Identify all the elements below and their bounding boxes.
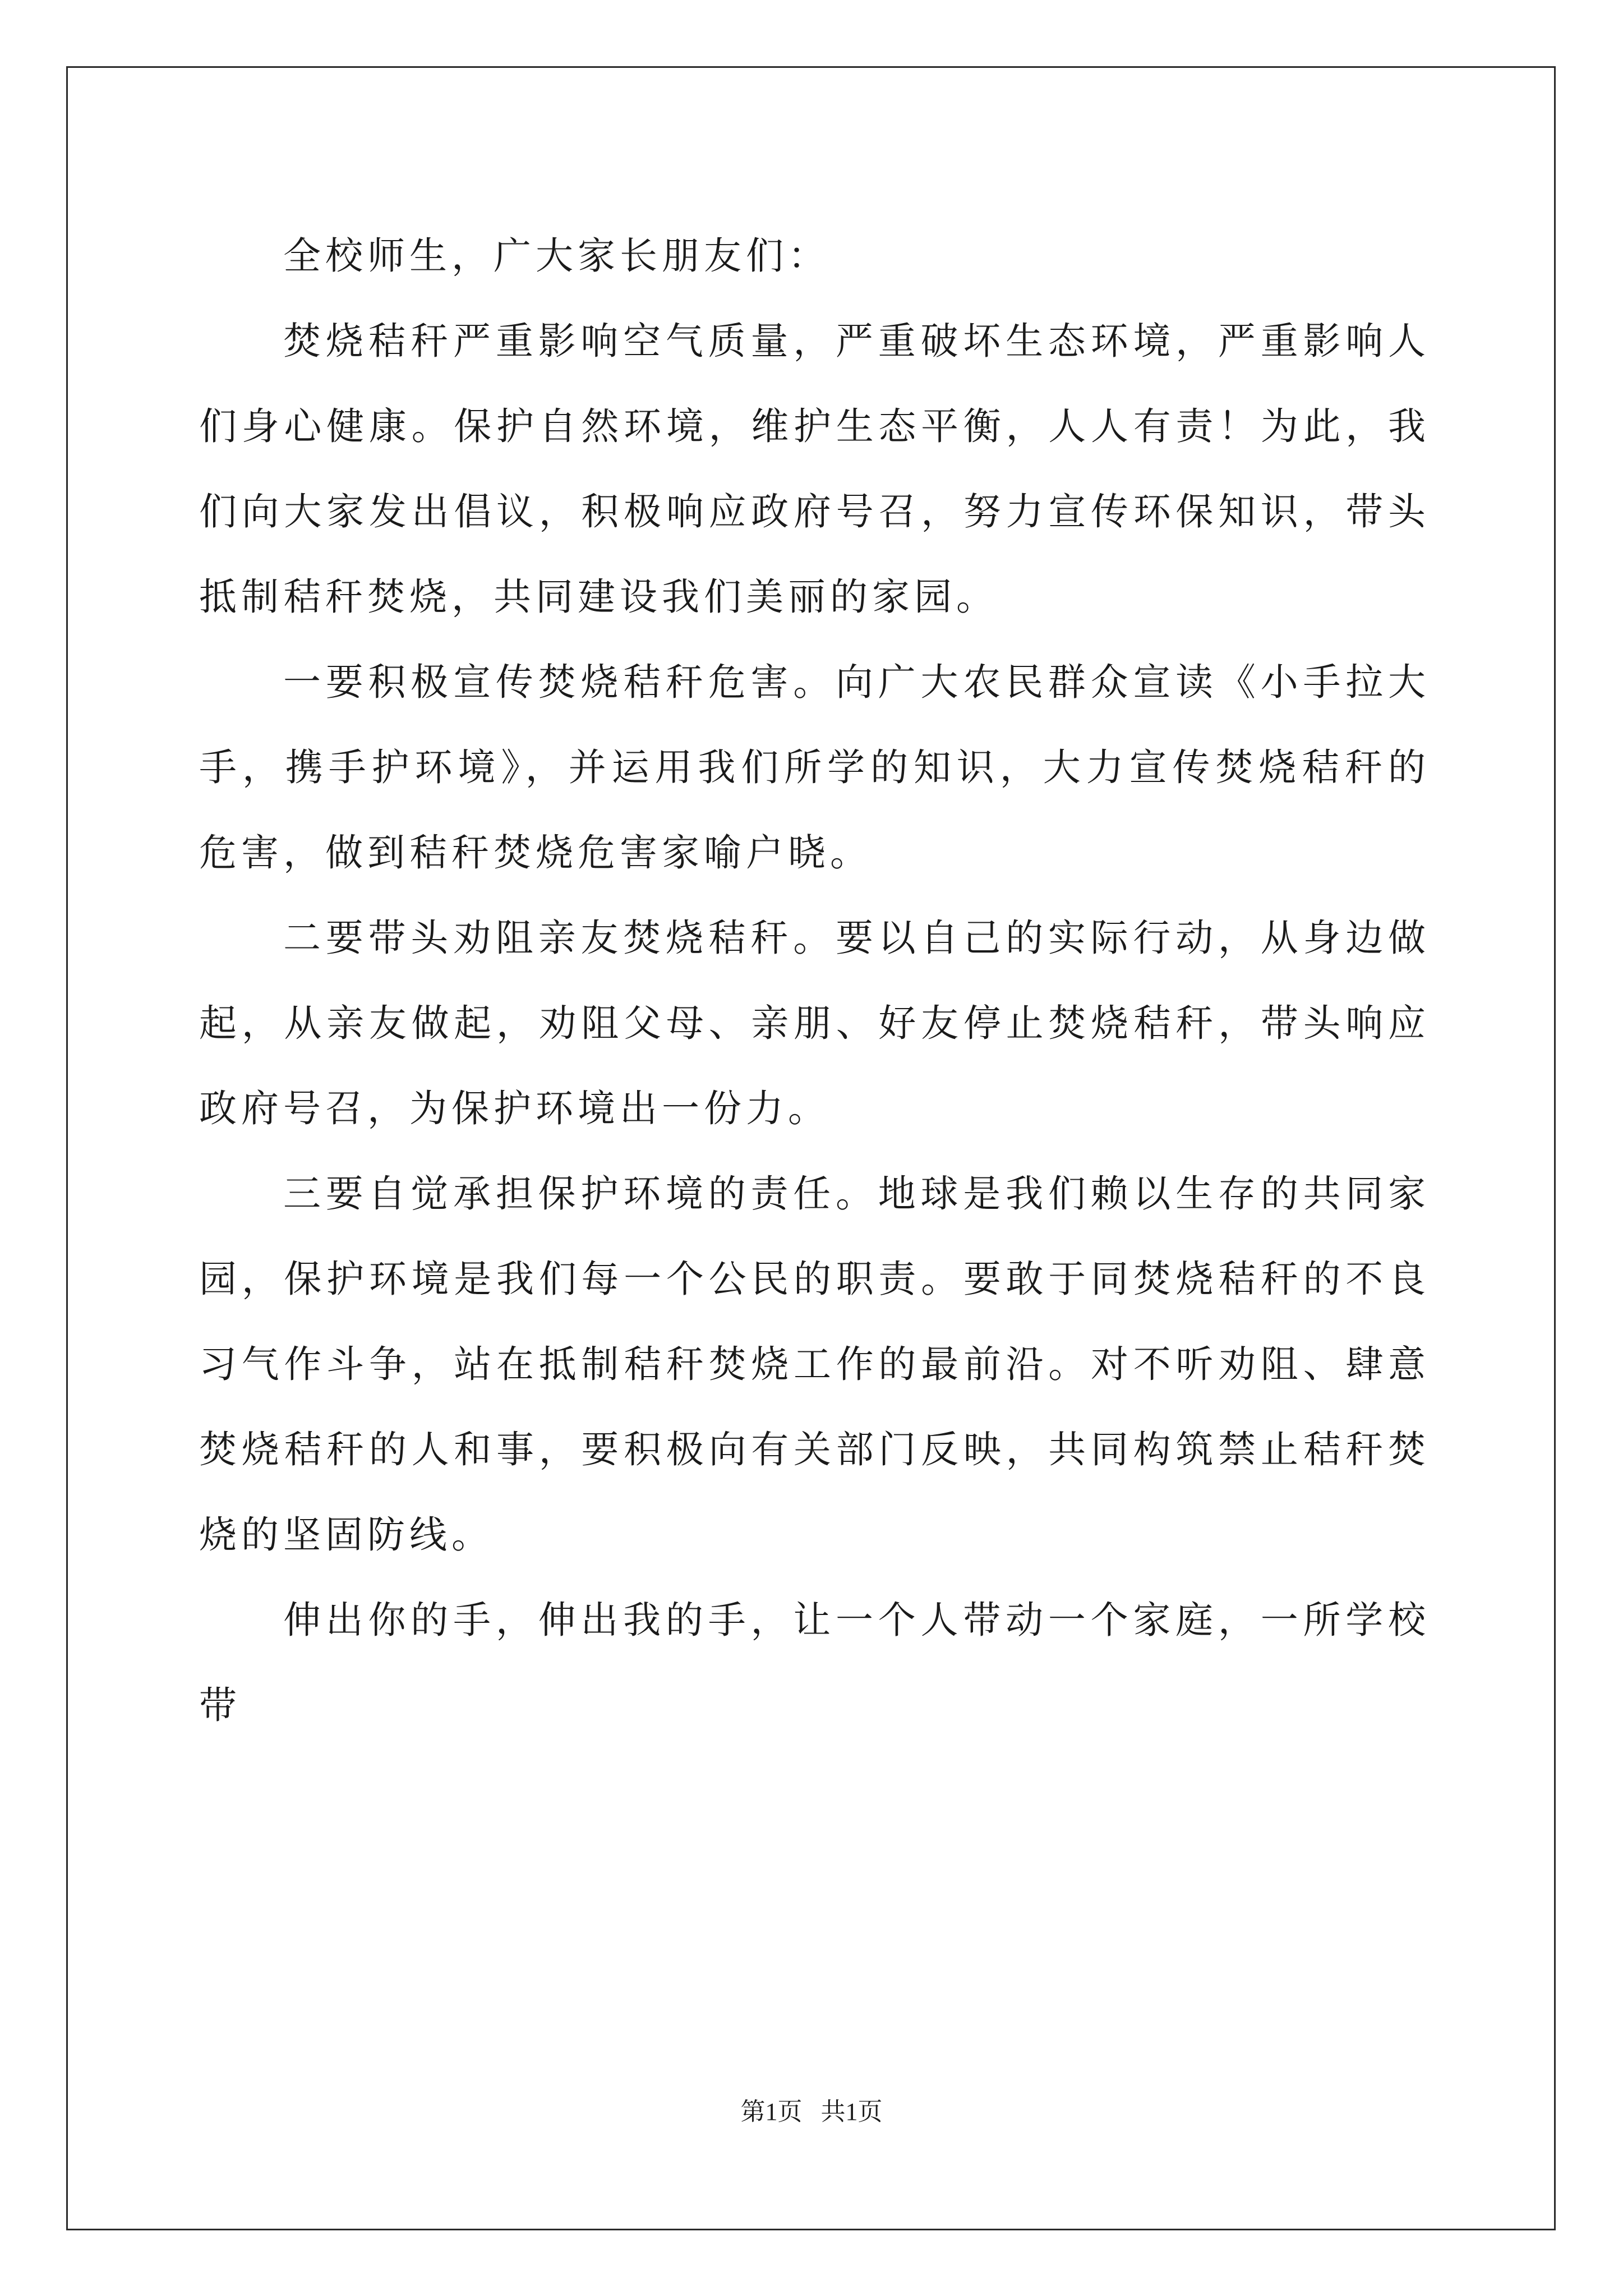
paragraph-closing: 伸出你的手，伸出我的手，让一个人带动一个家庭，一所学校带: [199, 1598, 1430, 1727]
paragraph-point-three: 三要自觉承担保护环境的责任。地球是我们赖以生存的共同家园，保护环境是我们每一个公民的职责。要敢于同焚烧秸秆的不良习气作斗争，站在抵制秸秆焚烧工作的最前沿。对不听劝阻、肆意焚烧秸秆的人和事，要积极向有关部门反映，共同构筑禁止秸秆焚烧的坚固防线。: [199, 1172, 1430, 1557]
page-footer: 第1页 共1页: [740, 2098, 883, 2125]
paragraph-point-two: 二要带头劝阻亲友焚烧秸秆。要以自己的实际行动，从身边做起，从亲友做起，劝阻父母、亲朋、好友停止焚烧秸秆，带头响应政府号召，为保护环境出一份力。: [199, 916, 1430, 1130]
document-body: [199, 213, 1430, 1748]
paragraph-point-one: 一要积极宣传焚烧秸秆危害。向广大农民群众宣读《小手拉大手，携手护环境》，并运用我们所学的知识，大力宣传焚烧秸秆的危害，做到秸秆焚烧危害家喻户晓。: [199, 660, 1430, 875]
paragraph-intro: 焚烧秸秆严重影响空气质量，严重破坏生态环境，严重影响人们身心健康。保护自然环境，维护生态平衡，人人有责！为此，我们向大家发出倡议，积极响应政府号召，努力宣传环保知识，带头抵制秸秆焚烧，共同建设我们美丽的家园。: [199, 319, 1430, 619]
salutation: 全校师生，广大家长朋友们：: [283, 234, 830, 278]
